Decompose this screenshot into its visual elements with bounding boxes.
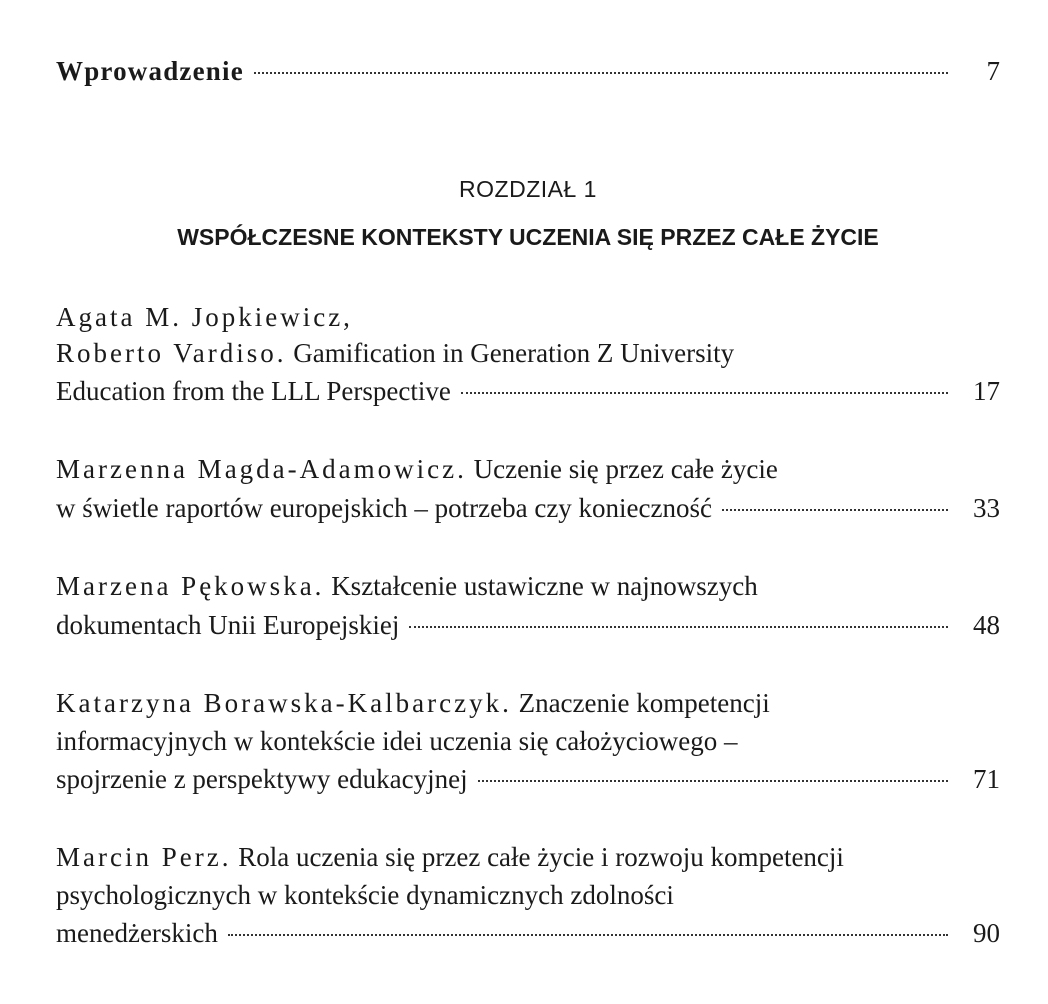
dot-leader bbox=[228, 934, 948, 936]
page-number: 17 bbox=[973, 376, 1000, 406]
entry-author: Roberto Vardiso. bbox=[56, 338, 287, 368]
entry-line bbox=[56, 489, 1000, 527]
entry-line bbox=[56, 684, 1000, 722]
dot-leader bbox=[409, 626, 948, 628]
entry-title: menedżerskich bbox=[56, 918, 218, 948]
dot-leader bbox=[478, 780, 948, 782]
intro-label: Wprowadzenie bbox=[56, 56, 244, 86]
entry-author: Katarzyna Borawska-Kalbarczyk. bbox=[56, 688, 512, 718]
chapter-label: ROZDZIAŁ 1 bbox=[459, 176, 597, 202]
entry-author: Marzena Pękowska. bbox=[56, 571, 325, 601]
entry-line bbox=[56, 722, 1000, 760]
page-number: 90 bbox=[973, 918, 1000, 948]
entry-title: Kształcenie ustawiczne w najnowszych bbox=[324, 571, 758, 601]
chapter-title: WSPÓŁCZESNE KONTEKSTY UCZENIA SIĘ PRZEZ CAŁE ŻYCIE bbox=[177, 224, 879, 250]
page-number: 33 bbox=[973, 493, 1000, 523]
entry-title: dokumentach Unii Europejskiej bbox=[56, 610, 400, 640]
entry-line bbox=[56, 298, 1000, 336]
page-number: 48 bbox=[973, 610, 1000, 640]
page-number: 71 bbox=[973, 764, 1000, 794]
entry-line bbox=[56, 760, 1000, 798]
entry-line bbox=[56, 606, 1000, 644]
entry-line bbox=[56, 567, 1000, 605]
entry-author: Agata M. Jopkiewicz, bbox=[56, 302, 353, 332]
entry-line bbox=[56, 450, 1000, 488]
toc-entry-intro[interactable] bbox=[56, 52, 1000, 90]
entry-author: Marzenna Magda-Adamowicz. bbox=[56, 454, 467, 484]
entry-line bbox=[56, 372, 1000, 410]
entry-title: Gamification in Generation Z University bbox=[286, 338, 735, 368]
page-number: 7 bbox=[986, 56, 1000, 86]
dot-leader bbox=[254, 72, 948, 74]
entry-title: spojrzenie z perspektywy edukacyjnej bbox=[56, 764, 468, 794]
entry-title: w świetle raportów europejskich – potrzeba czy konieczność bbox=[56, 493, 713, 523]
entry-title: informacyjnych w kontekście idei uczenia się całożyciowego – bbox=[56, 726, 738, 756]
entry-line bbox=[56, 334, 1000, 372]
entry-line bbox=[56, 914, 1000, 952]
entry-line bbox=[56, 876, 1000, 914]
dot-leader bbox=[461, 392, 948, 394]
entry-author: Marcin Perz. bbox=[56, 842, 232, 872]
entry-title: psychologicznych w kontekście dynamicznych zdolności bbox=[56, 880, 674, 910]
dot-leader bbox=[722, 509, 948, 511]
entry-line bbox=[56, 838, 1000, 876]
entry-title: Uczenie się przez całe życie bbox=[466, 454, 778, 484]
entry-title: Rola uczenia się przez całe życie i rozwoju kompetencji bbox=[231, 842, 844, 872]
entry-title: Znaczenie kompetencji bbox=[511, 688, 770, 718]
entry-title: Education from the LLL Perspective bbox=[56, 376, 451, 406]
